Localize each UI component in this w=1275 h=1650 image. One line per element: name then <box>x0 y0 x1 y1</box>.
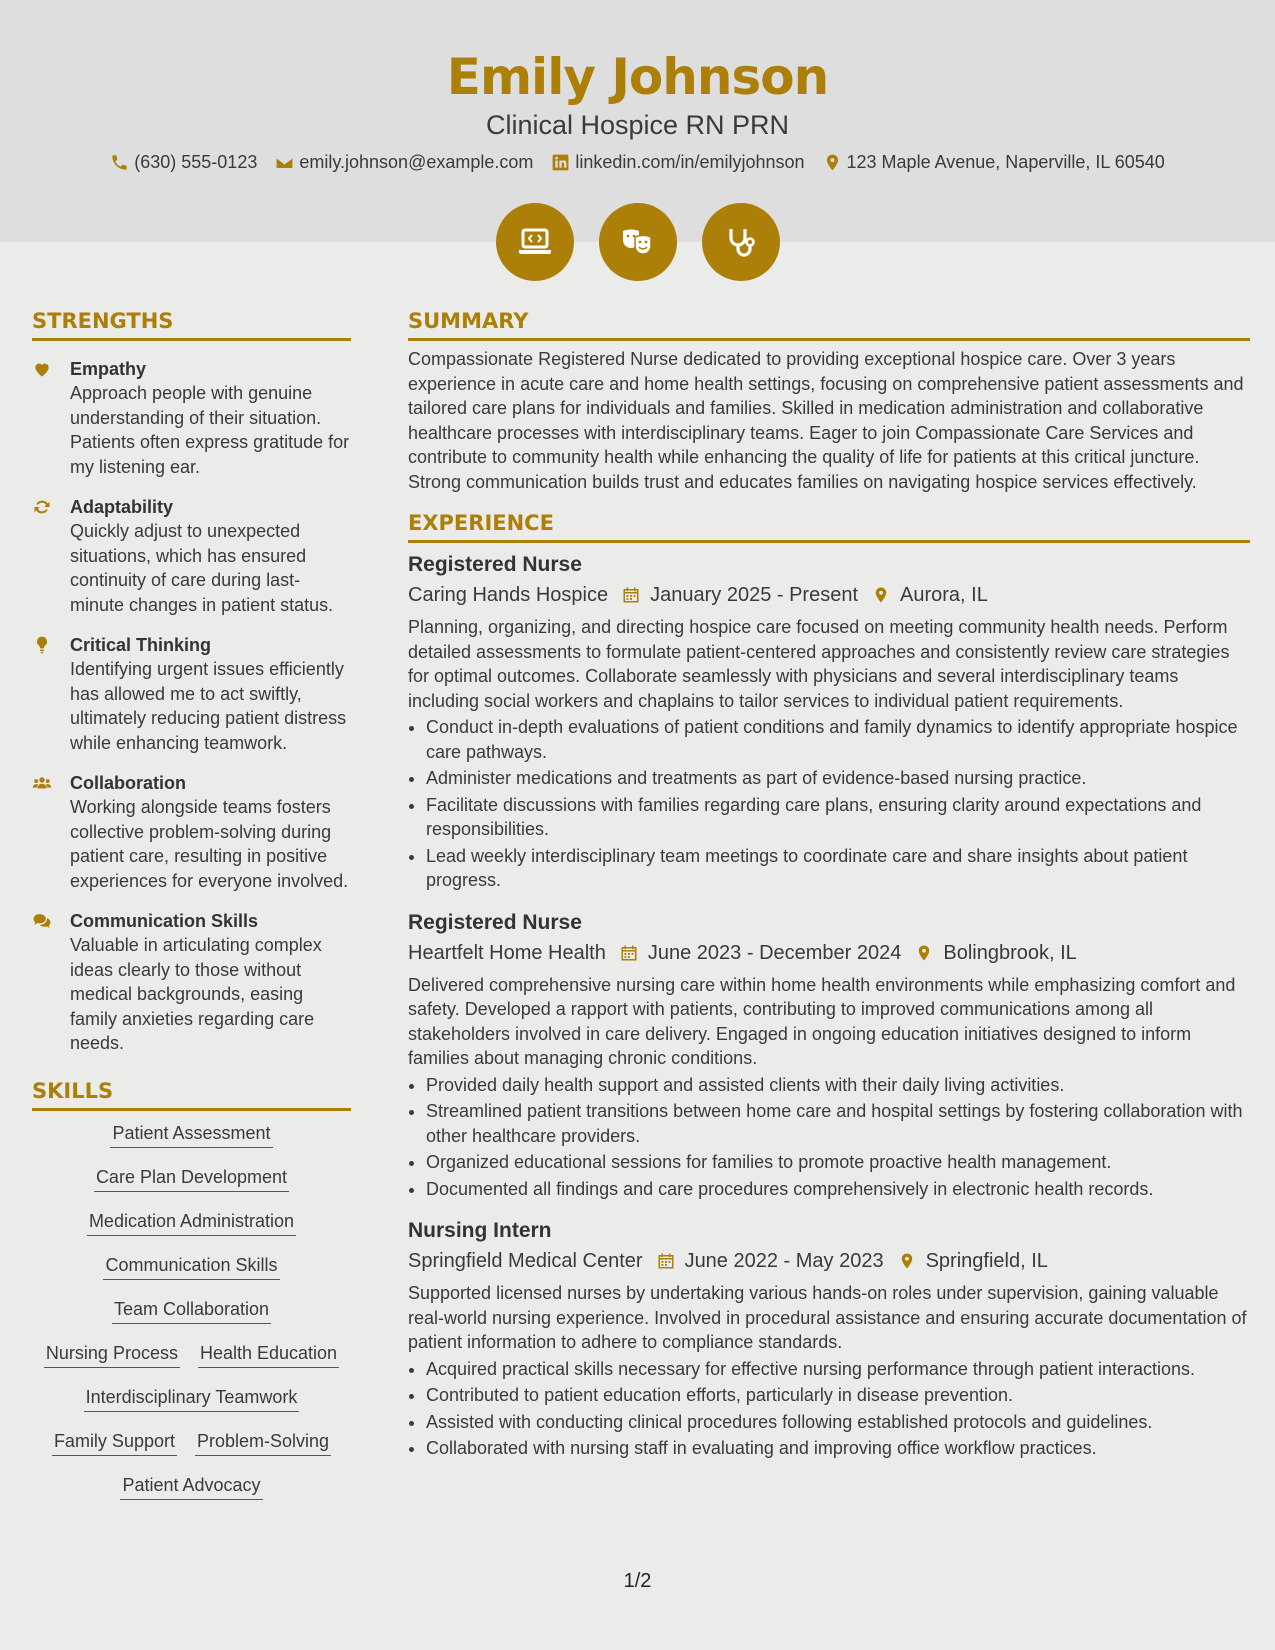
comments-icon <box>32 911 52 931</box>
job-bullet: • Streamlined patient transitions between home care and hospital settings by fostering collaboration with other healthcare providers. <box>426 1099 1250 1148</box>
strength-item <box>32 909 351 1056</box>
strength-item <box>32 357 351 479</box>
address-text: 123 Maple Avenue, Naperville, IL 60540 <box>846 152 1165 172</box>
skill-tag: Family Support <box>52 1429 177 1456</box>
job-bullet: • Assisted with conducting clinical procedures following established protocols and guidelines. <box>426 1410 1250 1435</box>
candidate-name: Emily Johnson <box>446 48 829 106</box>
interest-icons <box>0 203 1275 281</box>
job-entry <box>408 551 1250 893</box>
strengths-heading: STRENGTHS <box>32 308 351 341</box>
stethoscope-icon <box>721 222 761 262</box>
job-bullets <box>408 1073 1250 1202</box>
job-bullet: • Documented all findings and care procedures comprehensively in electronic health records. <box>426 1177 1250 1202</box>
stethoscope-circle <box>702 203 780 281</box>
job-company: Springfield Medical Center <box>408 1250 643 1272</box>
skill-tag: Communication Skills <box>103 1253 279 1280</box>
strength-item <box>32 495 351 617</box>
job-title: Registered Nurse <box>408 553 582 576</box>
laptop-code-icon <box>515 222 555 262</box>
email-text[interactable]: emily.johnson@example.com <box>299 152 534 172</box>
envelope-icon <box>275 153 294 172</box>
summary-heading: SUMMARY <box>408 308 1250 341</box>
job-bullet: • Organized educational sessions for families to promote proactive health management. <box>426 1150 1250 1175</box>
map-pin-icon <box>872 586 890 604</box>
strength-desc: Valuable in articulating complex ideas clearly to those without medical backgrounds, easing family anxieties regarding care needs. <box>70 935 322 1053</box>
job-location: Springfield, IL <box>925 1250 1048 1272</box>
calendar-icon <box>622 586 640 604</box>
job-bullet: • Contributed to patient education efforts, particularly in disease prevention. <box>426 1383 1250 1408</box>
contact-bar <box>0 152 1275 173</box>
experience-heading: EXPERIENCE <box>408 510 1250 543</box>
strength-item <box>32 633 351 755</box>
phone-icon <box>110 153 129 172</box>
skill-tag: Interdisciplinary Teamwork <box>84 1385 300 1412</box>
skill-tag: Medication Administration <box>87 1209 296 1236</box>
contact-linkedin[interactable] <box>551 152 804 173</box>
calendar-icon <box>620 944 638 962</box>
job-title: Registered Nurse <box>408 910 582 934</box>
left-column <box>32 308 351 1517</box>
strength-title: Collaboration <box>70 773 186 793</box>
job-location: Bolingbrook, IL <box>943 941 1077 964</box>
skill-tag: Patient Assessment <box>110 1121 272 1148</box>
job-description: Delivered comprehensive nursing care within home health environments while emphasizing comfort and safety. Developed a rapport with patients, contributing to improved communications among all stakeholders involved in care delivery. Engaged in ongoing education initiatives designed to inform families about managing chronic conditions. <box>408 974 1236 1068</box>
job-dates: June 2023 - December 2024 <box>647 941 902 964</box>
job-dates: June 2022 - May 2023 <box>684 1250 884 1272</box>
job-description: Supported licensed nurses by undertaking various hands-on roles under supervision, gaining valuable real-world nursing experience. Involved in procedural assistance and ensuring accurate documentation of patient information to adhere to compliance standards. <box>408 1283 1247 1352</box>
strength-desc: Identifying urgent issues efficiently has allowed me to act swiftly, ultimately reducing patient distress while enhancing teamwork. <box>70 659 347 753</box>
job-description: Planning, organizing, and directing hospice care focused on meeting community health needs. Perform detailed assessments to formulate patient-centered approaches and consistently review care strategies for optimal outcomes. Collaborate seamlessly with physicians and several interdisciplinary teams including social workers and chaplains to tailor services to individual patient requirements. <box>408 617 1230 711</box>
job-meta <box>408 939 1250 967</box>
summary-text: Compassionate Registered Nurse dedicated to providing exceptional hospice care. Over 3 years experience in acute care and home health settings, focusing on comprehensive patient assessments and tailored care plans for individuals and families. Skilled in medication administration and collaborative healthcare processes with interdisciplinary teams. Eager to join Compassionate Care Services and contribute to community health while enhancing the quality of life for patients at this critical juncture. Strong communication builds trust and educates families on navigating hospice services effectively. <box>408 349 1244 492</box>
page-number: 1/2 <box>623 1570 652 1592</box>
right-column <box>408 308 1250 1463</box>
job-bullet: • Lead weekly interdisciplinary team meetings to coordinate care and share insights about patient progress. <box>426 844 1250 893</box>
skill-tag: Nursing Process <box>44 1341 180 1368</box>
strength-desc: Quickly adjust to unexpected situations, which has ensured continuity of care during last-minute changes in patient status. <box>70 521 334 615</box>
lightbulb-icon <box>32 635 52 655</box>
contact-email[interactable] <box>275 152 533 173</box>
strength-title: Adaptability <box>70 497 174 517</box>
candidate-role: Clinical Hospice RN PRN <box>485 110 790 140</box>
map-pin-icon <box>898 1252 916 1270</box>
job-bullet: • Conduct in-depth evaluations of patient conditions and family dynamics to identify appropriate hospice care pathways. <box>426 715 1250 764</box>
job-location: Aurora, IL <box>900 584 988 606</box>
skill-tag: Health Education <box>198 1341 339 1368</box>
job-title: Nursing Intern <box>408 1219 552 1242</box>
contact-phone <box>110 152 257 173</box>
users-icon <box>32 773 52 793</box>
job-bullet: • Facilitate discussions with families regarding care plans, ensuring clarity around expectations and responsibilities. <box>426 793 1250 842</box>
job-dates: January 2025 - Present <box>650 584 859 606</box>
linkedin-text[interactable]: linkedin.com/in/emilyjohnson <box>575 152 805 172</box>
skill-tag: Problem-Solving <box>195 1429 331 1456</box>
laptop-circle <box>496 203 574 281</box>
job-entry <box>408 1217 1250 1461</box>
phone-text: (630) 555-0123 <box>134 152 258 172</box>
strength-title: Communication Skills <box>70 911 259 931</box>
strength-title: Critical Thinking <box>70 635 212 655</box>
map-pin-icon <box>915 944 933 962</box>
strength-desc: Approach people with genuine understanding of their situation. Patients often express gratitude for my listening ear. <box>70 383 350 477</box>
job-meta <box>408 1247 1250 1275</box>
heart-icon <box>32 359 52 379</box>
job-bullets <box>408 715 1250 893</box>
skills-list <box>32 1121 351 1500</box>
skill-tag: Patient Advocacy <box>120 1473 262 1500</box>
calendar-icon <box>657 1252 675 1270</box>
skills-heading: SKILLS <box>32 1078 351 1111</box>
linkedin-icon <box>551 153 570 172</box>
sync-icon <box>32 497 52 517</box>
job-meta <box>408 581 1250 609</box>
job-entry <box>408 909 1250 1202</box>
job-company: Caring Hands Hospice <box>408 584 609 606</box>
job-bullets <box>408 1357 1250 1461</box>
strength-title: Empathy <box>70 359 147 379</box>
masks-theater-icon <box>618 222 658 262</box>
strength-item <box>32 771 351 893</box>
job-bullet: • Acquired practical skills necessary for effective nursing performance through patient interactions. <box>426 1357 1250 1382</box>
skill-tag: Care Plan Development <box>94 1165 289 1192</box>
theater-circle <box>599 203 677 281</box>
contact-address <box>823 152 1165 173</box>
job-bullet: • Collaborated with nursing staff in evaluating and improving office workflow practices. <box>426 1436 1250 1461</box>
job-bullet: • Provided daily health support and assisted clients with their daily living activities. <box>426 1073 1250 1098</box>
job-company: Heartfelt Home Health <box>408 941 606 964</box>
strength-desc: Working alongside teams fosters collective problem-solving during patient care, resulting in positive experiences for everyone involved. <box>70 797 349 891</box>
skill-tag: Team Collaboration <box>112 1297 271 1324</box>
job-bullet: • Administer medications and treatments as part of evidence-based nursing practice. <box>426 766 1250 791</box>
map-pin-icon <box>823 153 842 172</box>
